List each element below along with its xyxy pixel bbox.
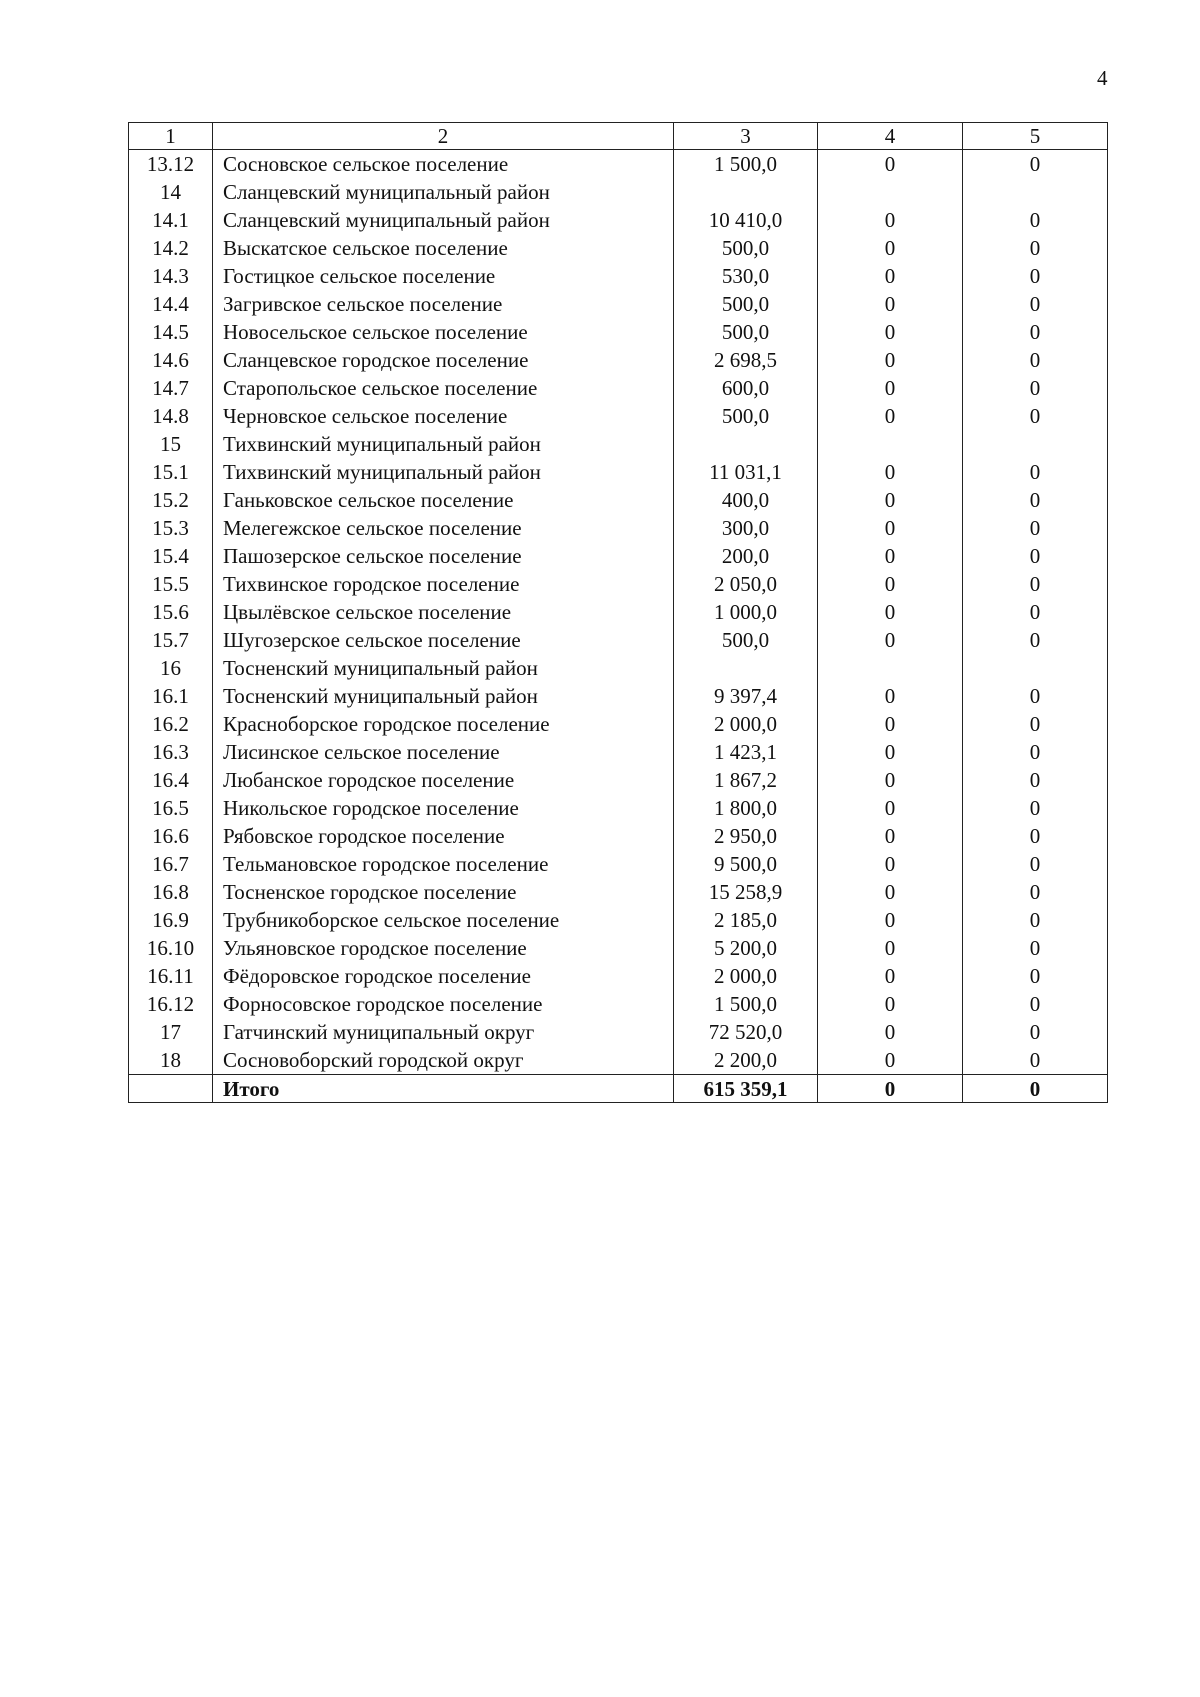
row-number: 15.1 [129, 458, 213, 486]
row-name: Форносовское городское поселение [213, 990, 674, 1018]
row-value-5: 0 [963, 766, 1108, 794]
row-number: 16.1 [129, 682, 213, 710]
total-value-3: 615 359,1 [674, 1075, 818, 1103]
row-value-3: 2 950,0 [674, 822, 818, 850]
row-name: Рябовское городское поселение [213, 822, 674, 850]
row-value-3: 10 410,0 [674, 206, 818, 234]
row-number: 16.10 [129, 934, 213, 962]
table-row [129, 458, 1108, 486]
table-row [129, 346, 1108, 374]
row-value-4: 0 [818, 962, 963, 990]
row-name: Ганьковское сельское поселение [213, 486, 674, 514]
row-number: 14.6 [129, 346, 213, 374]
row-value-5: 0 [963, 738, 1108, 766]
row-name: Тихвинское городское поселение [213, 570, 674, 598]
row-value-3: 530,0 [674, 262, 818, 290]
row-value-5: 0 [963, 458, 1108, 486]
row-value-4: 0 [818, 570, 963, 598]
row-name: Тельмановское городское поселение [213, 850, 674, 878]
row-value-3: 5 200,0 [674, 934, 818, 962]
header-col-1: 1 [129, 123, 213, 150]
table-row [129, 374, 1108, 402]
row-name: Шугозерское сельское поселение [213, 626, 674, 654]
row-value-5: 0 [963, 626, 1108, 654]
row-value-5: 0 [963, 150, 1108, 179]
row-value-4: 0 [818, 710, 963, 738]
row-value-3: 1 800,0 [674, 794, 818, 822]
table-row [129, 990, 1108, 1018]
row-value-4: 0 [818, 766, 963, 794]
row-value-4: 0 [818, 346, 963, 374]
row-value-5: 0 [963, 514, 1108, 542]
row-value-3: 400,0 [674, 486, 818, 514]
row-value-4: 0 [818, 682, 963, 710]
row-value-5: 0 [963, 710, 1108, 738]
row-value-5: 0 [963, 906, 1108, 934]
row-value-3: 9 500,0 [674, 850, 818, 878]
row-value-4: 0 [818, 906, 963, 934]
row-number: 14.2 [129, 234, 213, 262]
row-number: 16.9 [129, 906, 213, 934]
row-value-3: 11 031,1 [674, 458, 818, 486]
row-value-5: 0 [963, 570, 1108, 598]
row-number: 14.5 [129, 318, 213, 346]
table-row [129, 318, 1108, 346]
table-row [129, 178, 1108, 206]
row-name: Выскатское сельское поселение [213, 234, 674, 262]
row-value-4: 0 [818, 990, 963, 1018]
row-value-3: 2 000,0 [674, 962, 818, 990]
row-value-3: 2 185,0 [674, 906, 818, 934]
table-row [129, 654, 1108, 682]
header-col-3: 3 [674, 123, 818, 150]
row-value-3: 300,0 [674, 514, 818, 542]
row-value-4: 0 [818, 150, 963, 179]
table-row [129, 738, 1108, 766]
row-value-5: 0 [963, 1046, 1108, 1075]
row-value-5: 0 [963, 934, 1108, 962]
row-name: Любанское городское поселение [213, 766, 674, 794]
row-value-3: 1 423,1 [674, 738, 818, 766]
row-value-5: 0 [963, 794, 1108, 822]
row-name: Тихвинский муниципальный район [213, 430, 674, 458]
row-number: 15.5 [129, 570, 213, 598]
row-number: 13.12 [129, 150, 213, 179]
row-number: 16.8 [129, 878, 213, 906]
total-num [129, 1075, 213, 1103]
row-value-4: 0 [818, 458, 963, 486]
row-value-3: 2 000,0 [674, 710, 818, 738]
row-value-4: 0 [818, 738, 963, 766]
row-value-4: 0 [818, 206, 963, 234]
row-name: Загривское сельское поселение [213, 290, 674, 318]
row-value-3: 9 397,4 [674, 682, 818, 710]
row-name: Тосненское городское поселение [213, 878, 674, 906]
row-value-3: 500,0 [674, 318, 818, 346]
table-row [129, 822, 1108, 850]
header-row [129, 123, 1108, 150]
row-value-4: 0 [818, 318, 963, 346]
row-number: 14.8 [129, 402, 213, 430]
table-footer [129, 1075, 1108, 1103]
table-row [129, 290, 1108, 318]
row-value-4: 0 [818, 850, 963, 878]
table-row [129, 710, 1108, 738]
row-value-3 [674, 654, 818, 682]
row-name: Тосненский муниципальный район [213, 654, 674, 682]
table-row [129, 402, 1108, 430]
allocation-table [128, 122, 1108, 1103]
row-value-5: 0 [963, 374, 1108, 402]
row-value-4: 0 [818, 402, 963, 430]
table-row [129, 962, 1108, 990]
row-number: 15.3 [129, 514, 213, 542]
row-value-4 [818, 654, 963, 682]
row-value-3: 500,0 [674, 626, 818, 654]
row-number: 16.6 [129, 822, 213, 850]
row-value-5: 0 [963, 234, 1108, 262]
row-value-5: 0 [963, 290, 1108, 318]
row-name: Ульяновское городское поселение [213, 934, 674, 962]
row-value-4: 0 [818, 878, 963, 906]
row-value-5: 0 [963, 990, 1108, 1018]
row-number: 15.4 [129, 542, 213, 570]
table-row [129, 626, 1108, 654]
row-number: 14.1 [129, 206, 213, 234]
row-name: Черновское сельское поселение [213, 402, 674, 430]
table-row [129, 150, 1108, 179]
row-name: Гостицкое сельское поселение [213, 262, 674, 290]
row-value-3: 1 867,2 [674, 766, 818, 794]
row-value-4: 0 [818, 822, 963, 850]
row-value-4 [818, 430, 963, 458]
row-number: 16 [129, 654, 213, 682]
row-value-5 [963, 430, 1108, 458]
table-row [129, 934, 1108, 962]
row-value-5: 0 [963, 962, 1108, 990]
row-value-4: 0 [818, 542, 963, 570]
row-value-5: 0 [963, 542, 1108, 570]
row-value-3: 600,0 [674, 374, 818, 402]
row-number: 16.3 [129, 738, 213, 766]
row-value-3: 200,0 [674, 542, 818, 570]
row-name: Лисинское сельское поселение [213, 738, 674, 766]
table-row [129, 514, 1108, 542]
row-value-4: 0 [818, 626, 963, 654]
row-value-5: 0 [963, 822, 1108, 850]
row-number: 16.11 [129, 962, 213, 990]
row-value-3: 72 520,0 [674, 1018, 818, 1046]
page-number: 4 [1097, 66, 1108, 90]
row-value-4: 0 [818, 262, 963, 290]
row-name: Сланцевский муниципальный район [213, 206, 674, 234]
row-number: 17 [129, 1018, 213, 1046]
row-value-4: 0 [818, 514, 963, 542]
table-row [129, 850, 1108, 878]
row-name: Тихвинский муниципальный район [213, 458, 674, 486]
row-name: Гатчинский муниципальный округ [213, 1018, 674, 1046]
row-value-3: 2 050,0 [674, 570, 818, 598]
row-value-3 [674, 178, 818, 206]
row-value-5: 0 [963, 682, 1108, 710]
table-row [129, 598, 1108, 626]
table-row [129, 206, 1108, 234]
header-col-4: 4 [818, 123, 963, 150]
row-number: 15.7 [129, 626, 213, 654]
row-value-5 [963, 178, 1108, 206]
row-value-5: 0 [963, 262, 1108, 290]
row-name: Тосненский муниципальный район [213, 682, 674, 710]
row-name: Трубникоборское сельское поселение [213, 906, 674, 934]
row-value-3: 500,0 [674, 234, 818, 262]
total-value-5: 0 [963, 1075, 1108, 1103]
row-value-4: 0 [818, 1018, 963, 1046]
row-name: Старопольское сельское поселение [213, 374, 674, 402]
row-number: 16.4 [129, 766, 213, 794]
table-row [129, 906, 1108, 934]
row-value-4: 0 [818, 486, 963, 514]
row-value-3: 1 500,0 [674, 990, 818, 1018]
row-value-3 [674, 430, 818, 458]
row-number: 16.12 [129, 990, 213, 1018]
row-value-4 [818, 178, 963, 206]
row-name: Никольское городское поселение [213, 794, 674, 822]
table-row [129, 542, 1108, 570]
row-value-3: 2 200,0 [674, 1046, 818, 1075]
row-number: 18 [129, 1046, 213, 1075]
row-name: Сосновоборский городской округ [213, 1046, 674, 1075]
row-name: Сосновское сельское поселение [213, 150, 674, 179]
table-row [129, 430, 1108, 458]
table-row [129, 570, 1108, 598]
row-value-3: 500,0 [674, 290, 818, 318]
row-number: 14.4 [129, 290, 213, 318]
row-value-3: 15 258,9 [674, 878, 818, 906]
row-name: Сланцевский муниципальный район [213, 178, 674, 206]
row-value-5: 0 [963, 402, 1108, 430]
row-name: Мелегежское сельское поселение [213, 514, 674, 542]
row-value-4: 0 [818, 234, 963, 262]
row-value-5: 0 [963, 878, 1108, 906]
row-value-5: 0 [963, 206, 1108, 234]
table-row [129, 794, 1108, 822]
row-value-3: 500,0 [674, 402, 818, 430]
table-row [129, 878, 1108, 906]
row-value-3: 1 000,0 [674, 598, 818, 626]
table-row [129, 682, 1108, 710]
total-label: Итого [213, 1075, 674, 1103]
row-number: 16.5 [129, 794, 213, 822]
row-value-3: 1 500,0 [674, 150, 818, 179]
table-row [129, 262, 1108, 290]
row-name: Сланцевское городское поселение [213, 346, 674, 374]
table-row [129, 486, 1108, 514]
row-value-5: 0 [963, 486, 1108, 514]
row-name: Новосельское сельское поселение [213, 318, 674, 346]
row-value-5: 0 [963, 1018, 1108, 1046]
row-value-4: 0 [818, 374, 963, 402]
row-name: Пашозерское сельское поселение [213, 542, 674, 570]
row-name: Красноборское городское поселение [213, 710, 674, 738]
row-value-5 [963, 654, 1108, 682]
table-row [129, 1046, 1108, 1075]
row-number: 14.3 [129, 262, 213, 290]
table-row [129, 234, 1108, 262]
row-value-4: 0 [818, 598, 963, 626]
row-number: 14.7 [129, 374, 213, 402]
row-number: 15 [129, 430, 213, 458]
table-row [129, 766, 1108, 794]
table-body [129, 150, 1108, 1075]
row-value-5: 0 [963, 850, 1108, 878]
row-name: Цвылёвское сельское поселение [213, 598, 674, 626]
row-number: 15.6 [129, 598, 213, 626]
row-number: 16.2 [129, 710, 213, 738]
row-number: 15.2 [129, 486, 213, 514]
header-col-5: 5 [963, 123, 1108, 150]
row-name: Фёдоровское городское поселение [213, 962, 674, 990]
total-value-4: 0 [818, 1075, 963, 1103]
row-value-4: 0 [818, 934, 963, 962]
table-header [129, 123, 1108, 150]
row-value-3: 2 698,5 [674, 346, 818, 374]
row-value-5: 0 [963, 346, 1108, 374]
row-number: 16.7 [129, 850, 213, 878]
table-row [129, 1018, 1108, 1046]
row-value-4: 0 [818, 290, 963, 318]
row-number: 14 [129, 178, 213, 206]
row-value-4: 0 [818, 1046, 963, 1075]
header-col-2: 2 [213, 123, 674, 150]
row-value-5: 0 [963, 598, 1108, 626]
row-value-5: 0 [963, 318, 1108, 346]
row-value-4: 0 [818, 794, 963, 822]
total-row [129, 1075, 1108, 1103]
